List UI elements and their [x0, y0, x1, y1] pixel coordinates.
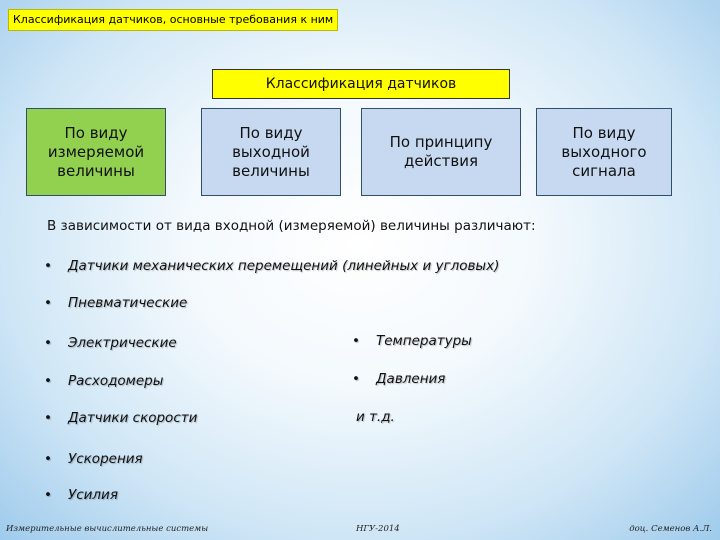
list-item: [352, 371, 445, 387]
bullet-icon: •: [44, 258, 52, 274]
bullet-icon: •: [352, 371, 360, 387]
list-item: [44, 335, 177, 351]
bullet-icon: •: [44, 487, 52, 503]
list-item: [44, 487, 118, 503]
list-item-label: Пневматические: [68, 295, 188, 311]
list-item-label: Температуры: [376, 333, 472, 349]
footer-author: доц. Семенов А.Л.: [629, 524, 712, 534]
list-item-label: Ускорения: [68, 451, 143, 467]
category-measured-quantity: По виду измеряемой величины: [26, 108, 166, 196]
list-item: [44, 295, 187, 311]
intro-text: В зависимости от вида входной (измеряемой) величины различают:: [47, 218, 536, 234]
category-operating-principle: По принципу действия: [361, 108, 521, 196]
list-item-label: Электрические: [68, 335, 177, 351]
list-item: [44, 451, 143, 467]
list-item-label: Давления: [376, 371, 446, 387]
list-item-label: Усилия: [68, 487, 118, 503]
list-item: [352, 333, 472, 349]
slide-title: Классификация датчиков, основные требования к ним: [8, 9, 338, 31]
list-item: [44, 373, 163, 389]
footer-course: Измерительные вычислительные системы: [6, 524, 209, 534]
category-output-quantity: По виду выходной величины: [201, 108, 341, 196]
bullet-icon: •: [44, 451, 52, 467]
bullet-icon: •: [352, 333, 360, 349]
bullet-icon: •: [44, 295, 52, 311]
bullet-icon: •: [44, 373, 52, 389]
list-item-label: Датчики механических перемещений (линейных и угловых): [68, 258, 500, 274]
classification-header: Классификация датчиков: [212, 69, 510, 99]
category-output-signal: По виду выходного сигнала: [536, 108, 672, 196]
list-item-label: Датчики скорости: [68, 410, 198, 426]
list-item: [44, 410, 197, 426]
list-item: [44, 258, 499, 274]
list-tail: и т.д.: [356, 409, 395, 425]
footer-university: НГУ-2014: [356, 524, 400, 534]
list-item-label: Расходомеры: [68, 373, 164, 389]
bullet-icon: •: [44, 335, 52, 351]
bullet-icon: •: [44, 410, 52, 426]
